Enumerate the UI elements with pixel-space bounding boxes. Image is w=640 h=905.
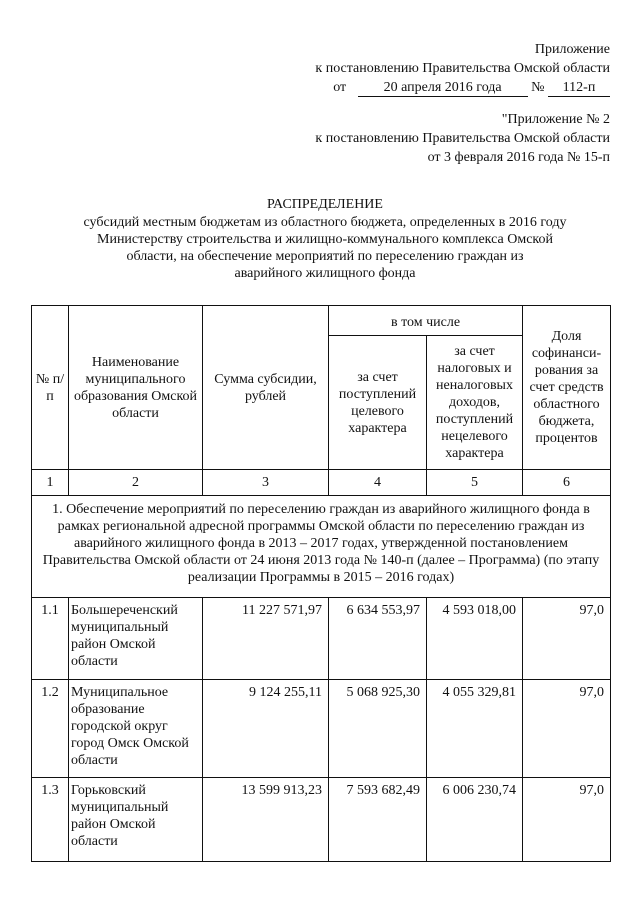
col-number-1: 1 (32, 470, 69, 496)
header-num: № п/п (32, 306, 69, 470)
column-number-row (32, 470, 611, 496)
previous-resolution-line: к постановлению Правительства Омской области (315, 131, 610, 146)
row-number: 1.2 (32, 680, 69, 778)
subsidy-table (31, 305, 611, 862)
section-row (32, 496, 611, 598)
row-municipality: Горьковский муниципальный район Омской области (69, 778, 203, 862)
row-sum: 13 599 913,23 (203, 778, 329, 862)
row-share: 97,0 (523, 598, 611, 680)
appendix-date-line (315, 78, 610, 97)
previous-appendix-label: "Приложение № 2 (501, 112, 610, 127)
header-share: Доля софинанси-рования за счет средств областного бюджета, процентов (523, 306, 611, 470)
row-share: 97,0 (523, 778, 611, 862)
col-number-5: 5 (427, 470, 523, 496)
col-number-6: 6 (523, 470, 611, 496)
col-number-4: 4 (329, 470, 427, 496)
row-untargeted: 4 055 329,81 (427, 680, 523, 778)
row-number: 1.3 (32, 778, 69, 862)
row-number: 1.1 (32, 598, 69, 680)
header-untargeted: за счет налоговых и неналоговых доходов, поступлений нецелевого характера (427, 336, 523, 470)
appendix-header (315, 40, 610, 97)
row-sum: 11 227 571,97 (203, 598, 329, 680)
header-sum: Сумма субсидии, рублей (203, 306, 329, 470)
col-number-2: 2 (69, 470, 203, 496)
document-subtitle (40, 214, 610, 282)
row-sum: 9 124 255,11 (203, 680, 329, 778)
table-row (32, 598, 611, 680)
row-municipality: Большереченский муниципальный район Омской области (69, 598, 203, 680)
col-number-3: 3 (203, 470, 329, 496)
appendix-resolution-line: к постановлению Правительства Омской области (315, 61, 610, 76)
row-targeted: 7 593 682,49 (329, 778, 427, 862)
resolution-number: 112-п (548, 80, 610, 97)
header-including: в том числе (329, 306, 523, 336)
header-row-1 (32, 306, 611, 336)
row-municipality: Муниципальное образование городской округ город Омск Омской области (69, 680, 203, 778)
subtitle-line-2: Министерству строительства и жилищно-коммунального комплекса Омской (97, 232, 553, 247)
row-untargeted: 6 006 230,74 (427, 778, 523, 862)
resolution-date: 20 апреля 2016 года (358, 80, 528, 97)
table-row (32, 778, 611, 862)
header-targeted: за счет поступлений целевого характера (329, 336, 427, 470)
number-label: № (531, 80, 545, 95)
appendix-label: Приложение (534, 42, 610, 57)
document-title: РАСПРЕДЕЛЕНИЕ (267, 197, 383, 212)
table-row (32, 680, 611, 778)
from-label: от (333, 80, 347, 95)
row-targeted: 5 068 925,30 (329, 680, 427, 778)
subtitle-line-1: субсидий местным бюджетам из областного бюджета, определенных в 2016 году (83, 215, 567, 230)
subtitle-line-4: аварийного жилищного фонда (234, 266, 416, 281)
previous-appendix-header (315, 110, 610, 167)
previous-resolution-date: от 3 февраля 2016 года № 15-п (427, 150, 610, 165)
row-targeted: 6 634 553,97 (329, 598, 427, 680)
section-heading: 1. Обеспечение мероприятий по переселению граждан из аварийного жилищного фонда в рамках региональной адресной программы Омской области по переселению граждан из аварийного жилищного фонда в 2013 – 2017 годах, утвержденной постановлением Правительства Омской области от 24 июня 2013 года № 140-п (далее – Программа) (по этапу реализации Программы в 2015 – 2016 годах) (32, 496, 611, 598)
header-name: Наименование муниципального образования Омской области (69, 306, 203, 470)
row-untargeted: 4 593 018,00 (427, 598, 523, 680)
row-share: 97,0 (523, 680, 611, 778)
subtitle-line-3: области, на обеспечение мероприятий по переселению граждан из (126, 249, 524, 264)
